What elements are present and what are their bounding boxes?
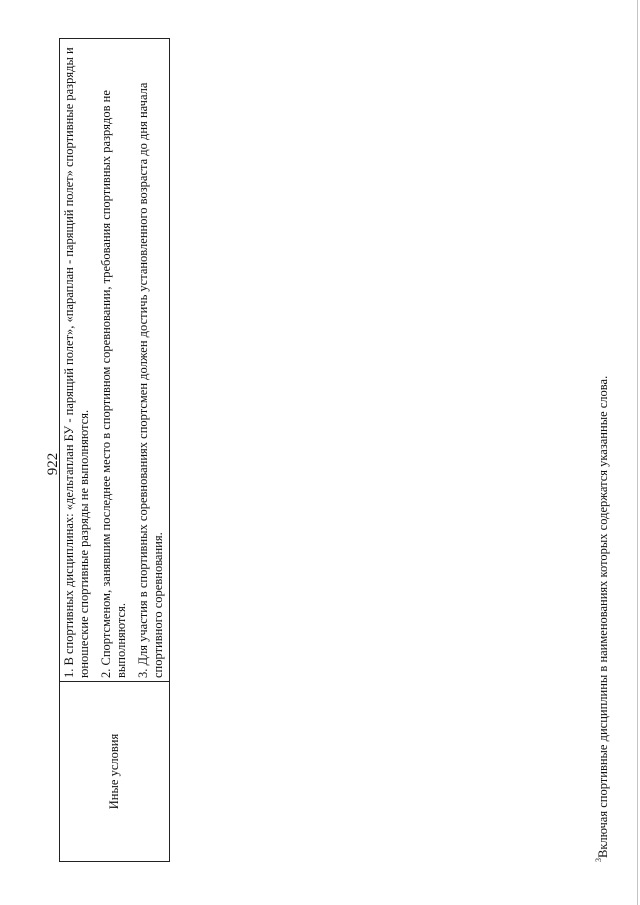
footnote-marker: 3 bbox=[593, 858, 603, 862]
table-row bbox=[60, 39, 170, 862]
conditions-cell bbox=[60, 39, 170, 682]
footnote bbox=[593, 375, 611, 862]
row-label: Иные условия bbox=[107, 733, 121, 810]
condition-item-2: 2. Спортсменом, занявшим последнее место в спортивном соревновании, требования спортивных разрядов не выполняются. bbox=[99, 90, 128, 678]
row-label-cell bbox=[60, 682, 170, 862]
footnote-text: Включая спортивные дисциплины в наименованиях которых содержатся указанные слова. bbox=[596, 375, 610, 858]
page-number: 922 bbox=[45, 452, 61, 476]
condition-item-3: 3. Для участия в спортивных соревнованиях спортсмен должен достичь установленного возраста до дня начала спортивного соревнования. bbox=[136, 82, 165, 678]
condition-item-1: 1. В спортивных дисциплинах: «дельтаплан БУ - парящий полет», «параплан - парящий полет» спортивные разряды и юношеские спортивные разряды не выполняются. bbox=[62, 47, 91, 678]
scan-edge-line bbox=[637, 0, 638, 905]
requirements-table bbox=[59, 38, 170, 862]
